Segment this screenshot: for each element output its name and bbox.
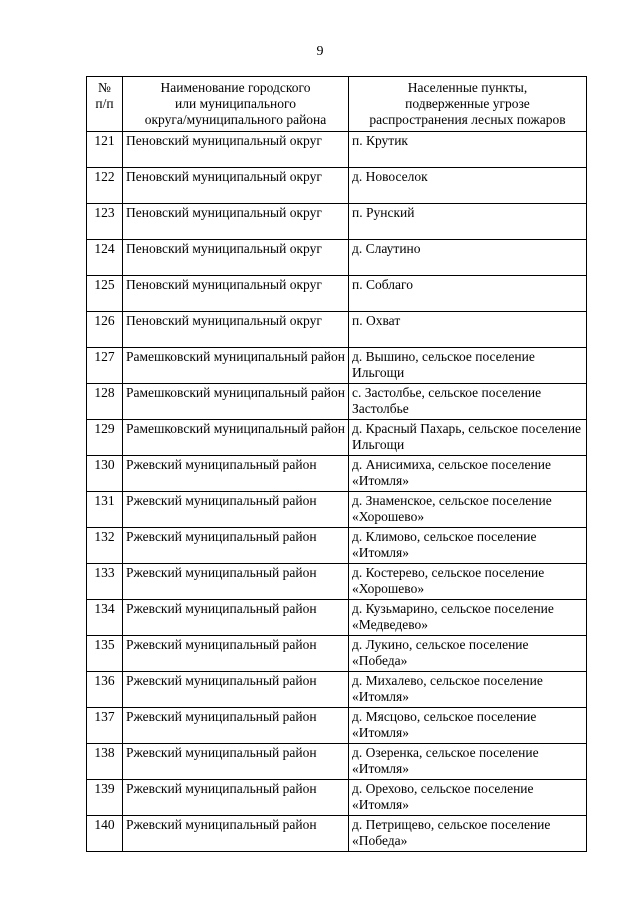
- settlement-name: д. Красный Пахарь, сельское поселение Ильгощи: [349, 420, 587, 456]
- header-name-line: Наименование городского: [160, 80, 311, 95]
- district-name: Рамешковский муниципальный район: [123, 348, 349, 384]
- table-row: [87, 420, 587, 456]
- settlement-name: с. Застолбье, сельское поселение Застолбье: [349, 384, 587, 420]
- row-number: 129: [87, 420, 123, 456]
- district-name: Ржевский муниципальный район: [123, 492, 349, 528]
- district-name: Пеновский муниципальный округ: [123, 132, 349, 168]
- table-row: [87, 816, 587, 852]
- settlement-name: п. Соблаго: [349, 276, 587, 312]
- district-name: Пеновский муниципальный округ: [123, 240, 349, 276]
- table-row: [87, 744, 587, 780]
- district-name: Ржевский муниципальный район: [123, 672, 349, 708]
- settlement-name: д. Слаутино: [349, 240, 587, 276]
- header-settlements-line: Населенные пункты,: [407, 80, 528, 95]
- table-row: [87, 132, 587, 168]
- table-row: [87, 312, 587, 348]
- row-number: 121: [87, 132, 123, 168]
- settlement-name: п. Крутик: [349, 132, 587, 168]
- table-header-row: [87, 77, 587, 132]
- district-name: Ржевский муниципальный район: [123, 744, 349, 780]
- district-name: Ржевский муниципальный район: [123, 456, 349, 492]
- settlement-name: д. Новоселок: [349, 168, 587, 204]
- row-number: 126: [87, 312, 123, 348]
- row-number: 122: [87, 168, 123, 204]
- settlement-name: д. Лукино, сельское поселение «Победа»: [349, 636, 587, 672]
- settlement-name: д. Костерево, сельское поселение «Хорошево»: [349, 564, 587, 600]
- table-row: [87, 240, 587, 276]
- district-name: Рамешковский муниципальный район: [123, 384, 349, 420]
- table-row: [87, 456, 587, 492]
- header-settlements-line: подверженные угрозе: [405, 96, 530, 111]
- row-number: 136: [87, 672, 123, 708]
- header-name: [123, 77, 349, 132]
- header-settlements: [349, 77, 587, 132]
- row-number: 139: [87, 780, 123, 816]
- settlement-name: д. Кузьмарино, сельское поселение «Медведево»: [349, 600, 587, 636]
- row-number: 132: [87, 528, 123, 564]
- settlement-name: д. Михалево, сельское поселение «Итомля»: [349, 672, 587, 708]
- settlement-name: п. Охват: [349, 312, 587, 348]
- header-settlements-line: распространения лесных пожаров: [369, 112, 566, 127]
- settlement-name: д. Орехово, сельское поселение «Итомля»: [349, 780, 587, 816]
- header-num-line: п/п: [95, 96, 114, 111]
- table-row: [87, 276, 587, 312]
- row-number: 123: [87, 204, 123, 240]
- settlements-table: [86, 76, 587, 852]
- settlement-name: д. Мясцово, сельское поселение «Итомля»: [349, 708, 587, 744]
- district-name: Пеновский муниципальный округ: [123, 204, 349, 240]
- settlement-name: д. Озеренка, сельское поселение «Итомля»: [349, 744, 587, 780]
- table-row: [87, 348, 587, 384]
- header-num: [87, 77, 123, 132]
- table-row: [87, 204, 587, 240]
- table-row: [87, 492, 587, 528]
- district-name: Пеновский муниципальный округ: [123, 168, 349, 204]
- settlement-name: д. Вышино, сельское поселение Ильгощи: [349, 348, 587, 384]
- row-number: 140: [87, 816, 123, 852]
- district-name: Ржевский муниципальный район: [123, 816, 349, 852]
- table-row: [87, 708, 587, 744]
- district-name: Пеновский муниципальный округ: [123, 276, 349, 312]
- header-num-line: №: [98, 80, 111, 95]
- row-number: 137: [87, 708, 123, 744]
- table-row: [87, 168, 587, 204]
- district-name: Ржевский муниципальный район: [123, 564, 349, 600]
- district-name: Ржевский муниципальный район: [123, 528, 349, 564]
- header-name-line: округа/муниципального района: [144, 112, 327, 127]
- settlement-name: п. Рунский: [349, 204, 587, 240]
- page-number: 9: [316, 44, 324, 59]
- table-row: [87, 600, 587, 636]
- row-number: 128: [87, 384, 123, 420]
- table-row: [87, 528, 587, 564]
- district-name: Ржевский муниципальный район: [123, 600, 349, 636]
- row-number: 130: [87, 456, 123, 492]
- table-row: [87, 780, 587, 816]
- row-number: 125: [87, 276, 123, 312]
- header-name-line: или муниципального: [175, 96, 296, 111]
- table-row: [87, 384, 587, 420]
- settlement-name: д. Климово, сельское поселение «Итомля»: [349, 528, 587, 564]
- district-name: Ржевский муниципальный район: [123, 780, 349, 816]
- row-number: 138: [87, 744, 123, 780]
- settlement-name: д. Анисимиха, сельское поселение «Итомля»: [349, 456, 587, 492]
- row-number: 127: [87, 348, 123, 384]
- table-row: [87, 636, 587, 672]
- row-number: 133: [87, 564, 123, 600]
- district-name: Ржевский муниципальный район: [123, 636, 349, 672]
- table-row: [87, 672, 587, 708]
- settlement-name: д. Петрищево, сельское поселение «Победа»: [349, 816, 587, 852]
- table-row: [87, 564, 587, 600]
- row-number: 134: [87, 600, 123, 636]
- row-number: 135: [87, 636, 123, 672]
- district-name: Ржевский муниципальный район: [123, 708, 349, 744]
- row-number: 131: [87, 492, 123, 528]
- district-name: Пеновский муниципальный округ: [123, 312, 349, 348]
- row-number: 124: [87, 240, 123, 276]
- district-name: Рамешковский муниципальный район: [123, 420, 349, 456]
- settlement-name: д. Знаменское, сельское поселение «Хорошево»: [349, 492, 587, 528]
